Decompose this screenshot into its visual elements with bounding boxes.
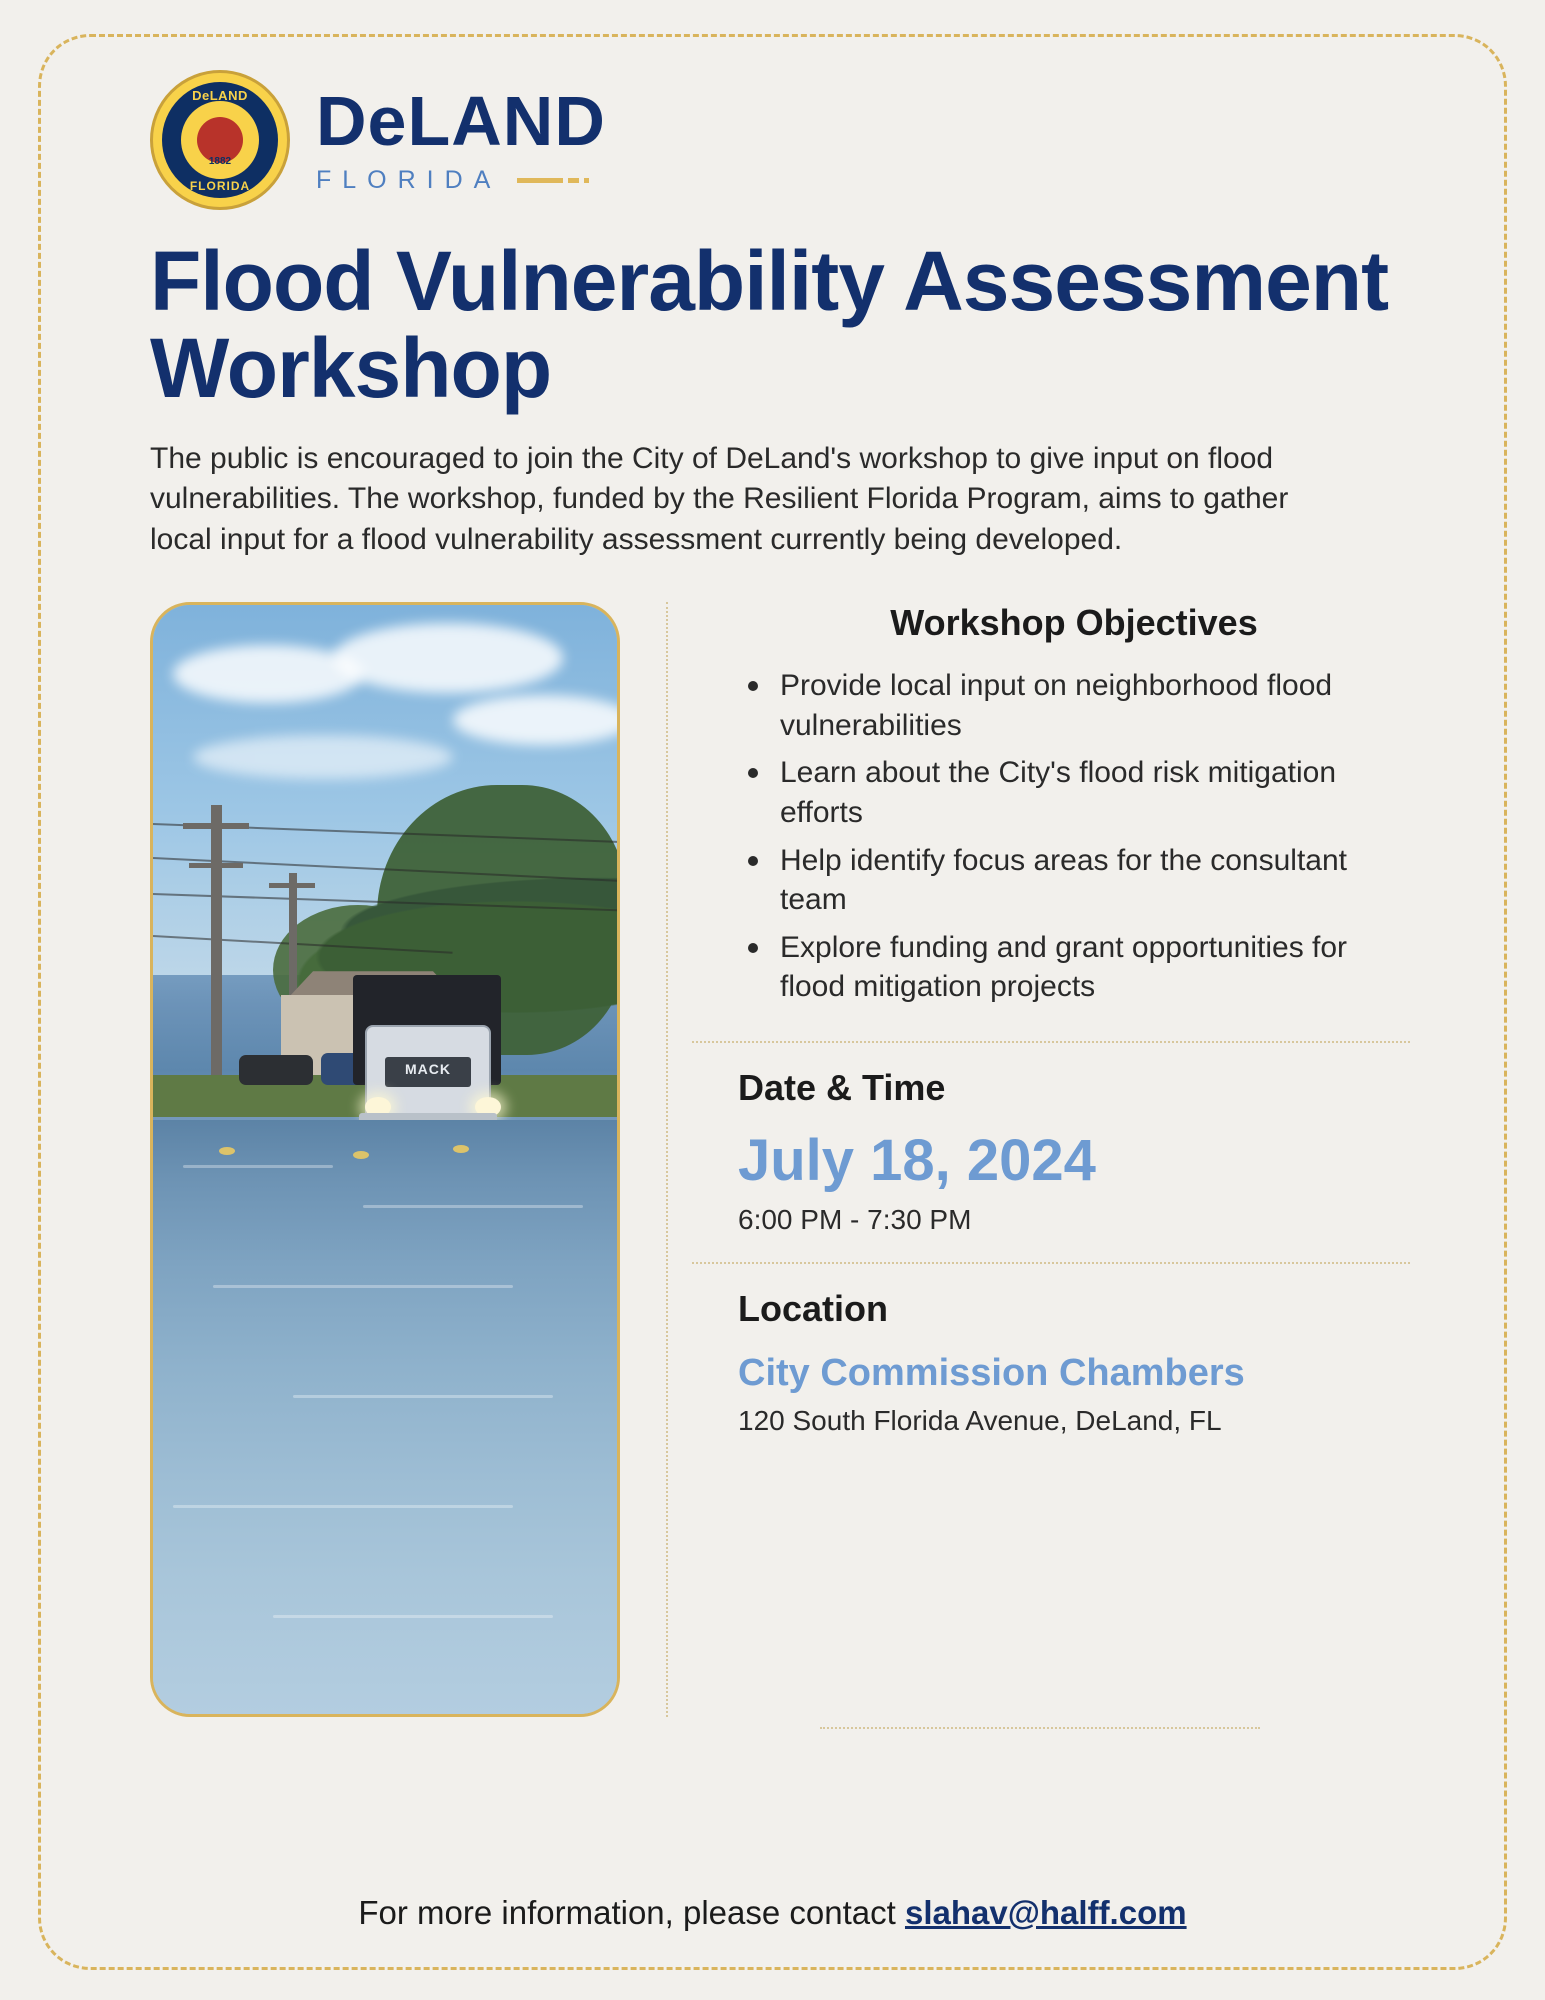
photo-floodwater	[153, 1120, 617, 1714]
truck-brand-label: MACK	[405, 1061, 451, 1078]
list-item: Provide local input on neighborhood flood vulnerabilities	[738, 666, 1410, 745]
poster-content	[150, 60, 1410, 1729]
info-column	[666, 602, 1410, 1717]
event-date: July 18, 2024	[738, 1127, 1096, 1193]
photo-utility-pole	[211, 805, 222, 1095]
objectives-list	[738, 666, 1410, 1007]
city-seal-logo	[150, 70, 290, 210]
wordmark-state: FLORIDA	[316, 165, 502, 194]
datetime-section	[692, 1067, 1410, 1262]
page-title: Flood Vulnerability Assessment Workshop	[150, 234, 1389, 416]
seal-bottom-text: FLORIDA	[189, 179, 251, 193]
seal-year-text: 1882	[208, 156, 232, 167]
location-section	[692, 1288, 1410, 1463]
section-divider	[692, 1262, 1410, 1264]
objectives-heading: Workshop Objectives	[890, 602, 1258, 644]
photo-car	[239, 1055, 313, 1085]
flood-photo	[150, 602, 620, 1717]
intro-paragraph: The public is encouraged to join the City of DeLand's workshop to give input on flood vulnerabilities. The workshop, funded by the Resilient Florida Program, aims to gather local input for a flood vulnerability assessment currently being developed.	[150, 441, 1289, 556]
header	[150, 70, 1410, 210]
datetime-heading: Date & Time	[738, 1066, 946, 1108]
footer-divider	[820, 1727, 1260, 1729]
body-row	[150, 602, 1410, 1717]
footer-text: For more information, please contact	[358, 1894, 905, 1931]
venue-address: 120 South Florida Avenue, DeLand, FL	[738, 1404, 1222, 1436]
city-wordmark	[316, 81, 606, 195]
footer-contact	[0, 1894, 1545, 1932]
objectives-section	[692, 602, 1410, 1041]
contact-email-link[interactable]: slahav@halff.com	[904, 1894, 1187, 1931]
dash-rule-decoration	[517, 178, 589, 183]
list-item: Help identify focus areas for the consultant team	[738, 841, 1410, 920]
list-item: Explore funding and grant opportunities for flood mitigation projects	[738, 928, 1410, 1007]
seal-top-text: DeLAND	[192, 88, 248, 103]
list-item: Learn about the City's flood risk mitigation efforts	[738, 753, 1410, 832]
event-time: 6:00 PM - 7:30 PM	[738, 1203, 972, 1235]
wordmark-city: DeLAND	[316, 81, 606, 160]
section-divider	[692, 1041, 1410, 1043]
venue-name: City Commission Chambers	[738, 1351, 1245, 1394]
location-heading: Location	[738, 1287, 888, 1329]
